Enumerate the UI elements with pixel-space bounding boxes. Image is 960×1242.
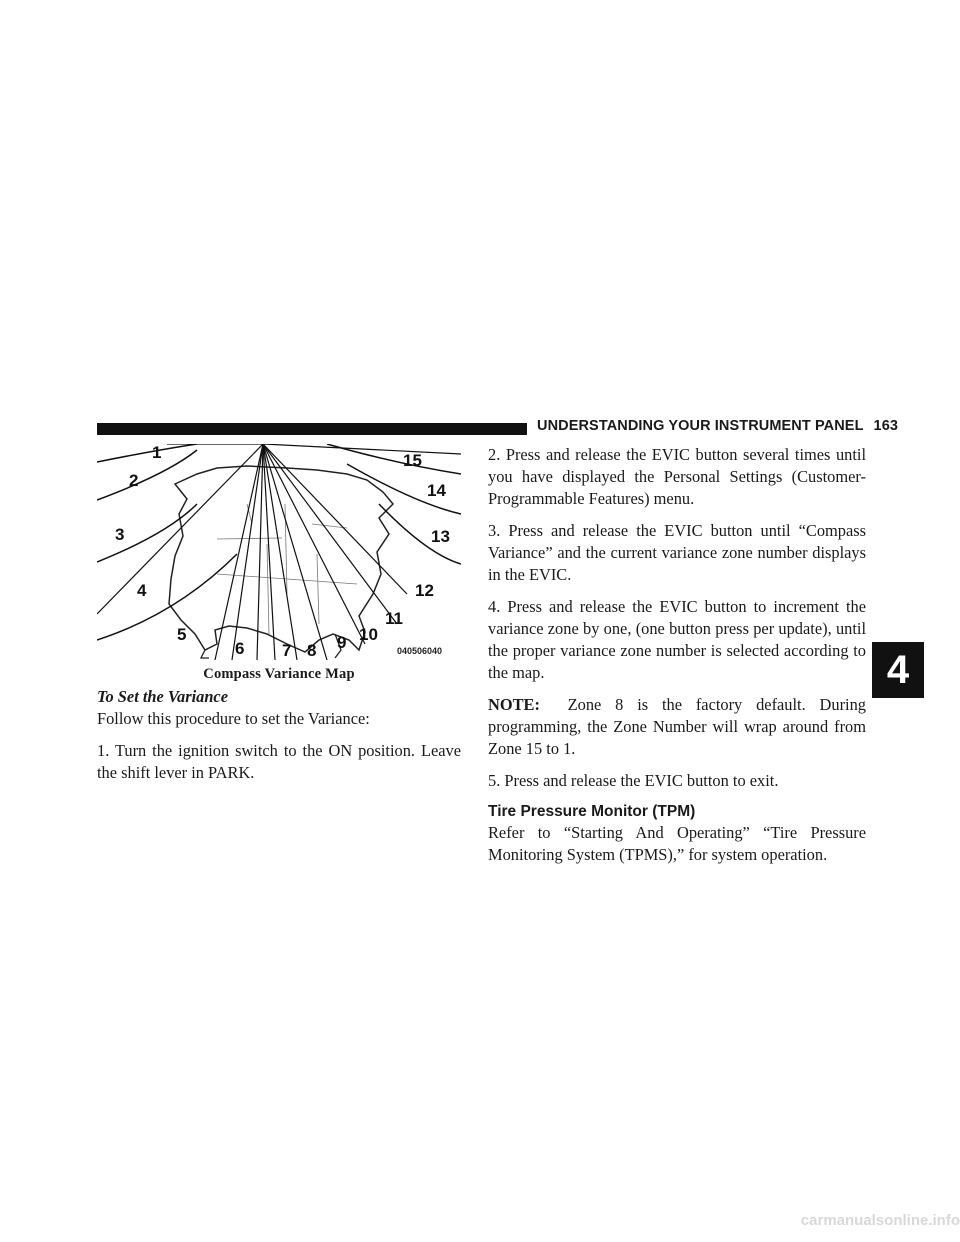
zone-label-2: 2 (129, 471, 139, 490)
header-title: UNDERSTANDING YOUR INSTRUMENT PANEL (537, 418, 864, 434)
zone-label-15: 15 (403, 451, 422, 470)
chapter-tab: 4 (872, 642, 924, 698)
section-heading: Tire Pressure Monitor (TPM) (488, 803, 696, 820)
running-header (537, 418, 899, 434)
zone-label-9: 9 (337, 633, 347, 652)
note (488, 694, 866, 760)
step-2: 2. Press and release the EVIC button several times until you have displayed the Personal Settings (Customer-Programmable Features) menu. (488, 445, 866, 508)
zone-label-13: 13 (431, 527, 450, 546)
note-text: Zone 8 is the factory default. During programming, the Zone Number will wrap around from Zone 15 to 1. (488, 695, 866, 758)
image-code: 040506040 (397, 646, 443, 656)
zone-label-1: 1 (152, 444, 162, 462)
zone-label-14: 14 (427, 481, 446, 500)
header-rule (97, 423, 527, 435)
map-illustration (97, 444, 461, 660)
step-4: 4. Press and release the EVIC button to increment the variance zone by one, (one button press per update), until the proper variance zone number is selected according to the map. (488, 597, 866, 682)
zone-label-3: 3 (115, 525, 125, 544)
zone-label-10: 10 (359, 625, 378, 644)
page-number: 163 (873, 418, 899, 434)
compass-variance-map (97, 444, 461, 660)
subheading: To Set the Variance (97, 687, 228, 706)
figure-caption: Compass Variance Map (203, 666, 355, 682)
watermark: carmanualsonline.info (800, 1212, 960, 1229)
zone-label-6: 6 (235, 639, 245, 658)
step-1: 1. Turn the ignition switch to the ON position. Leave the shift lever in PARK. (97, 741, 461, 782)
zone-label-5: 5 (177, 625, 187, 644)
right-column (488, 444, 866, 876)
zone-label-8: 8 (307, 641, 317, 660)
note-label: NOTE: (488, 695, 540, 714)
zone-label-4: 4 (137, 581, 147, 600)
zone-label-11: 11 (385, 609, 403, 628)
step-3: 3. Press and release the EVIC button until “Compass Variance” and the current variance zone number displays in the EVIC. (488, 521, 866, 584)
intro-paragraph: Follow this procedure to set the Variance: (97, 709, 370, 728)
left-column (97, 686, 461, 794)
zone-label-12: 12 (415, 581, 434, 600)
zone-label-7: 7 (282, 641, 292, 660)
step-5: 5. Press and release the EVIC button to exit. (488, 771, 779, 790)
section-text: Refer to “Starting And Operating” “Tire Pressure Monitoring System (TPMS),” for system operation. (488, 823, 866, 864)
